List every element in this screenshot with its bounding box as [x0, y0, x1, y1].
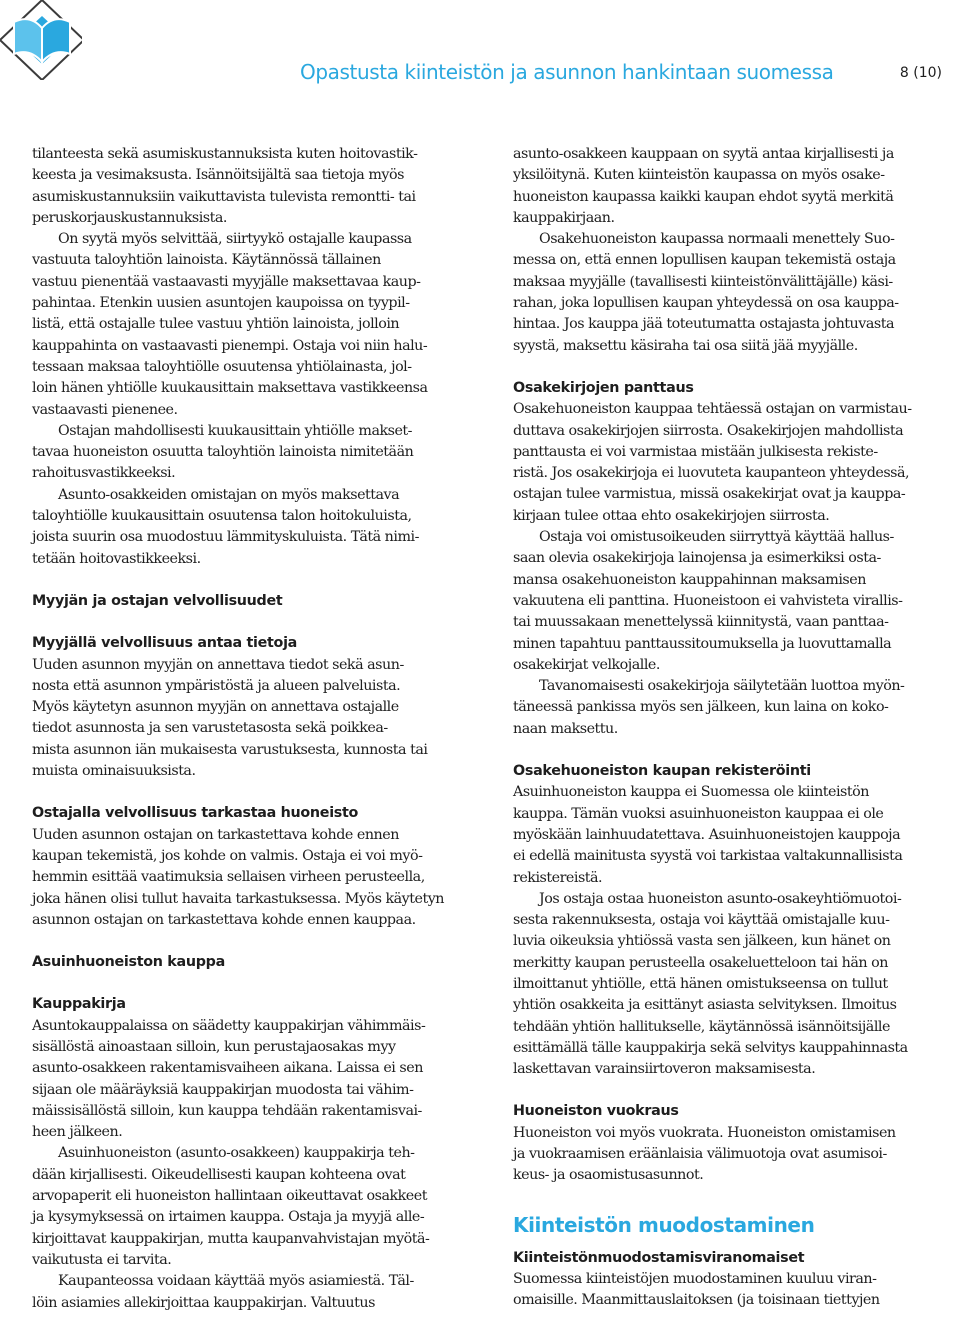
text-line: Asunto-osakkeiden omistajan on myös maksettava	[58, 486, 400, 503]
paragraph	[513, 1269, 958, 1312]
text-line: kaupan tekemistä, jos kohde on valmis. Ostaja ei voi myö-	[32, 847, 423, 864]
text-line: mansa osakehuoneiston kauppahinnan maksamisen	[513, 571, 866, 588]
text-line: Asuinhuoneiston kauppa ei Suomessa ole kiinteistön	[513, 784, 869, 801]
subsection-heading: Huoneiston vuokraus	[513, 1103, 679, 1120]
text-line: taloyhtiölle kuukausittain osuutensa talon hoitokuluista,	[32, 508, 412, 525]
right-column	[513, 144, 958, 1312]
page-number: 8 (10)	[899, 65, 942, 81]
text-line: yhtiön osakkeita ja esittänyt asiasta selvityksen. Ilmoitus	[513, 997, 897, 1014]
text-line: huoneiston kaupassa kaikki kaupan ehdot syytä merkitä	[513, 188, 894, 205]
text-line: merkitty kaupan perusteella osakeluetteloon tai hän on	[513, 954, 888, 971]
text-line: yksilöitynä. Kuten kiinteistön kaupassa on myös osake-	[513, 167, 885, 184]
text-line: Asuntokauppalaissa on säädetty kauppakirjan vähimmäis-	[32, 1017, 426, 1034]
text-line: tai muussakaan menettelyssä kiinnitystä, vaan panttaa-	[513, 614, 889, 631]
subsection-heading: Ostajalla velvollisuus tarkastaa huoneisto	[32, 805, 359, 822]
text-line: Uuden asunnon myyjän on annettava tiedot sekä asun-	[32, 656, 404, 673]
text-line: hintaa. Jos kauppa jää toteutumatta ostajasta johtuvasta	[513, 316, 894, 333]
paragraph	[513, 676, 958, 740]
text-line: asunto-osakkeen kauppaan on syytä antaa kirjallisesti ja	[513, 146, 894, 162]
text-line: myöskään lainhuudatettava. Asuinhuoneistojen kauppoja	[513, 826, 901, 843]
text-line: saan olevia osakekirjoja lainojensa ja esimerkiksi osta-	[513, 550, 881, 567]
text-line: omaisille. Maanmittauslaitoksen (ja toisinaan tiettyjen	[513, 1292, 880, 1309]
chapter-heading: Kiinteistön muodostaminen	[513, 1212, 815, 1237]
text-line: tetään hoitovastikkeeksi.	[32, 550, 201, 567]
text-line: vastaavasti pienenee.	[32, 401, 178, 418]
paragraph	[513, 144, 958, 229]
text-line: vastuu pienentää vastaavasti myyjälle maksettavaa kaup-	[32, 273, 421, 290]
text-line: vaikutusta ei tarvita.	[32, 1251, 172, 1268]
paragraph	[32, 485, 477, 570]
text-line: täneessä pankissa myös sen jälkeen, kun laina on koko-	[513, 699, 889, 716]
text-line: ja kysymyksessä on irtaimen kauppa. Ostaja ja myyjä alle-	[32, 1209, 425, 1226]
paragraph	[32, 825, 477, 931]
text-line: rahoitusvastikkeeksi.	[32, 465, 176, 482]
text-line: kirjoittavat kauppakirjan, mutta kaupanvahvistajan myötä-	[32, 1230, 430, 1247]
text-line: tilanteesta sekä asumiskustannuksista kuten hoitovastik-	[32, 146, 418, 162]
text-line: löin asiamies allekirjoittaa kauppakirjan. Valtuutus	[32, 1294, 375, 1311]
text-line: tehdään yhtiön hallitukselle, käytännössä isännöitsijälle	[513, 1018, 890, 1035]
text-line: loin hänen yhtiölle kuukausittain maksettava vastikkeensa	[32, 380, 428, 397]
text-line: peruskorjauskustannuksista.	[32, 209, 227, 226]
text-line: panttausta ei voi varmistaa mistään julkisesta rekiste-	[513, 443, 878, 460]
text-line: messa on, että ennen lopullisen kaupan tekemistä ostaja	[513, 252, 896, 269]
text-line: tiedot asunnosta ja sen varustetasosta sekä poikkea-	[32, 720, 388, 737]
paragraph	[513, 782, 958, 888]
paragraph	[32, 1143, 477, 1271]
text-line: Jos ostaja ostaa huoneiston asunto-osakeyhtiömuotoi-	[539, 890, 902, 907]
text-line: luvia oikeuksia yhtiössä vasta sen jälkeen, kun hänet on	[513, 933, 891, 950]
paragraph	[32, 421, 477, 485]
text-line: Suomessa kiinteistöjen muodostaminen kuuluu viran-	[513, 1270, 877, 1287]
text-line: osakekirjat velkojalle.	[513, 656, 660, 673]
text-line: ja vuokraamisen eräänlaisia välimuotoja ovat asumisoi-	[513, 1146, 887, 1163]
text-line: ei edellä mainitusta syystä voi tarkistaa valtakunnallisista	[513, 848, 903, 865]
text-line: syystä, maksettu käsiraha tai osa siitä jää myyjälle.	[513, 337, 858, 354]
text-line: pahintaa. Etenkin uusien asuntojen kaupoissa on tyypil-	[32, 295, 410, 312]
text-line: Uuden asunnon ostajan on tarkastettava kohde ennen	[32, 826, 399, 843]
text-line: joista suurin osa muodostuu lämmityskuluista. Tätä nimi-	[32, 529, 419, 546]
text-line: sijaan ole määräyksiä kauppakirjan muodosta tai vähim-	[32, 1081, 414, 1098]
text-line: joka hänen olisi tullut havaita tarkastuksessa. Myös käytetyn	[32, 890, 444, 907]
text-line: listä, että ostajalle tulee vastuu yhtiön lainoista, jolloin	[32, 316, 400, 333]
paragraph	[32, 1271, 477, 1314]
text-line: Ostaja voi omistusoikeuden siirryttyä käyttää hallus-	[539, 529, 894, 546]
text-line: kauppa. Tämän vuoksi asuinhuoneiston kauppaa ei ole	[513, 805, 884, 822]
text-line: duttava osakekirjojen siirrosta. Osakekirjojen mahdollista	[513, 422, 904, 439]
paragraph	[513, 1123, 958, 1187]
paragraph	[513, 399, 958, 527]
text-line: Myös käytetyn asunnon myyjän on annettava ostajalle	[32, 699, 399, 716]
subsection-heading: Myyjällä velvollisuus antaa tietoja	[32, 635, 298, 652]
book-diamond-logo	[0, 0, 82, 80]
text-line: sesta rakennuksesta, ostaja voi käyttää omistajalle kuu-	[513, 912, 890, 929]
text-line: Asuinhuoneiston (asunto-osakkeen) kauppakirja teh-	[58, 1145, 415, 1162]
text-line: keesta ja vesimaksusta. Isännöitsijältä saa tietoja myös	[32, 167, 404, 184]
text-line: nosta että asunnon ympäristöstä ja alueen palveluista.	[32, 677, 401, 694]
text-line: rekistereistä.	[513, 869, 603, 886]
subsection-heading: Kiinteistönmuodostamisviranomaiset	[513, 1249, 805, 1266]
paragraph	[513, 229, 958, 357]
text-line: heen jälkeen.	[32, 1124, 123, 1141]
section-heading: Myyjän ja ostajan velvollisuudet	[32, 592, 283, 609]
text-line: rahan, joka lopullisen kaupan yhteydessä on osa kauppa-	[513, 295, 899, 312]
text-line: minen tapahtuu panttaussitoumuksella ja luovuttamalla	[513, 635, 892, 652]
text-line: ilmoittanut yhtiölle, että hänen omistukseensa on tullut	[513, 975, 888, 992]
text-line: asumiskustannuksiin vaikuttavista tulevista remontti- tai	[32, 188, 416, 205]
paragraph	[32, 1016, 477, 1144]
text-line: vastuuta taloyhtiön lainoista. Käytännössä tällainen	[32, 252, 381, 269]
paragraph	[513, 889, 958, 1081]
text-line: ostajan tulee varmistua, missä osakekirjat ovat ja kauppa-	[513, 486, 906, 503]
text-line: hemmin esittää vaatimuksia sellaisen virheen perusteella,	[32, 869, 425, 886]
text-line: mäissisällöstä silloin, kun kauppa tehdään rakentamisvai-	[32, 1102, 422, 1119]
text-line: muista ominaisuuksista.	[32, 763, 196, 780]
subsection-heading: Osakehuoneiston kaupan rekisteröinti	[513, 763, 811, 780]
text-line: Ostajan mahdollisesti kuukausittain yhtiölle makset-	[58, 422, 412, 439]
paragraph	[513, 527, 958, 676]
text-line: laskettavan varainsiirtoveron maksamisesta.	[513, 1061, 816, 1078]
left-column	[32, 144, 477, 1314]
text-line: kauppahinta on vastaavasti pienempi. Ostaja voi niin halu-	[32, 337, 428, 354]
text-line: arvopaperit eli huoneiston hallintaan oikeuttavat osakkeet	[32, 1188, 427, 1205]
text-line: Huoneiston voi myös vuokrata. Huoneiston omistamisen	[513, 1124, 896, 1141]
text-line: maksaa myyjälle (tavallisesti kiinteistönvälittäjälle) käsi-	[513, 273, 893, 290]
text-line: dään kirjallisesti. Oikeudellisesti kaupan kohteena ovat	[32, 1166, 406, 1183]
text-line: asunto-osakkeen rakentamisvaiheen aikana. Laissa ei sen	[32, 1060, 423, 1077]
text-line: On syytä myös selvittää, siirtyykö ostajalle kaupassa	[58, 231, 412, 248]
text-line: Osakehuoneiston kaupassa normaali menettely Suo-	[539, 231, 895, 248]
section-heading: Asuinhuoneiston kauppa	[32, 954, 225, 971]
text-line: naan maksettu.	[513, 720, 618, 737]
text-line: Osakehuoneiston kauppaa tehtäessä ostajan on varmistau-	[513, 401, 912, 418]
text-line: asunnon ostajan on tarkastettava kohde ennen kauppaa.	[32, 911, 416, 928]
text-line: Kaupanteossa voidaan käyttää myös asiamiestä. Täl-	[58, 1273, 414, 1290]
page-header-title: Opastusta kiinteistön ja asunnon hankintaan suomessa	[300, 60, 834, 84]
subsection-heading: Kauppakirja	[32, 996, 126, 1013]
text-line: tessaan maksaa taloyhtiölle osuutensa yhtiölainasta, jol-	[32, 358, 412, 375]
text-line: esittämällä tälle kauppakirja sekä selvitys kauppahinnasta	[513, 1039, 908, 1056]
paragraph	[32, 655, 477, 783]
text-line: Tavanomaisesti osakekirjoja säilytetään luottoa myön-	[539, 678, 905, 695]
text-line: ristä. Jos osakekirjoja ei luovuteta kaupanteon yhteydessä,	[513, 465, 910, 482]
text-line: keus- ja osaomistusasunnot.	[513, 1167, 704, 1184]
subsection-heading: Osakekirjojen panttaus	[513, 379, 694, 396]
text-line: mista asunnon iän mukaisesta varustuksesta, kunnosta tai	[32, 741, 428, 758]
paragraph	[32, 144, 477, 229]
text-line: kauppakirjaan.	[513, 209, 615, 226]
text-line: kirjaan tulee ottaa ehto osakekirjojen siirrosta.	[513, 507, 830, 524]
text-line: vakuutena eli panttina. Huoneistoon ei vahvisteta virallis-	[513, 592, 903, 609]
paragraph	[32, 229, 477, 421]
text-line: sisällöstä ainoastaan silloin, kun perustajaosakas myy	[32, 1038, 396, 1055]
text-line: tavaa huoneiston osuutta taloyhtiön lainoista nimitetään	[32, 444, 414, 461]
